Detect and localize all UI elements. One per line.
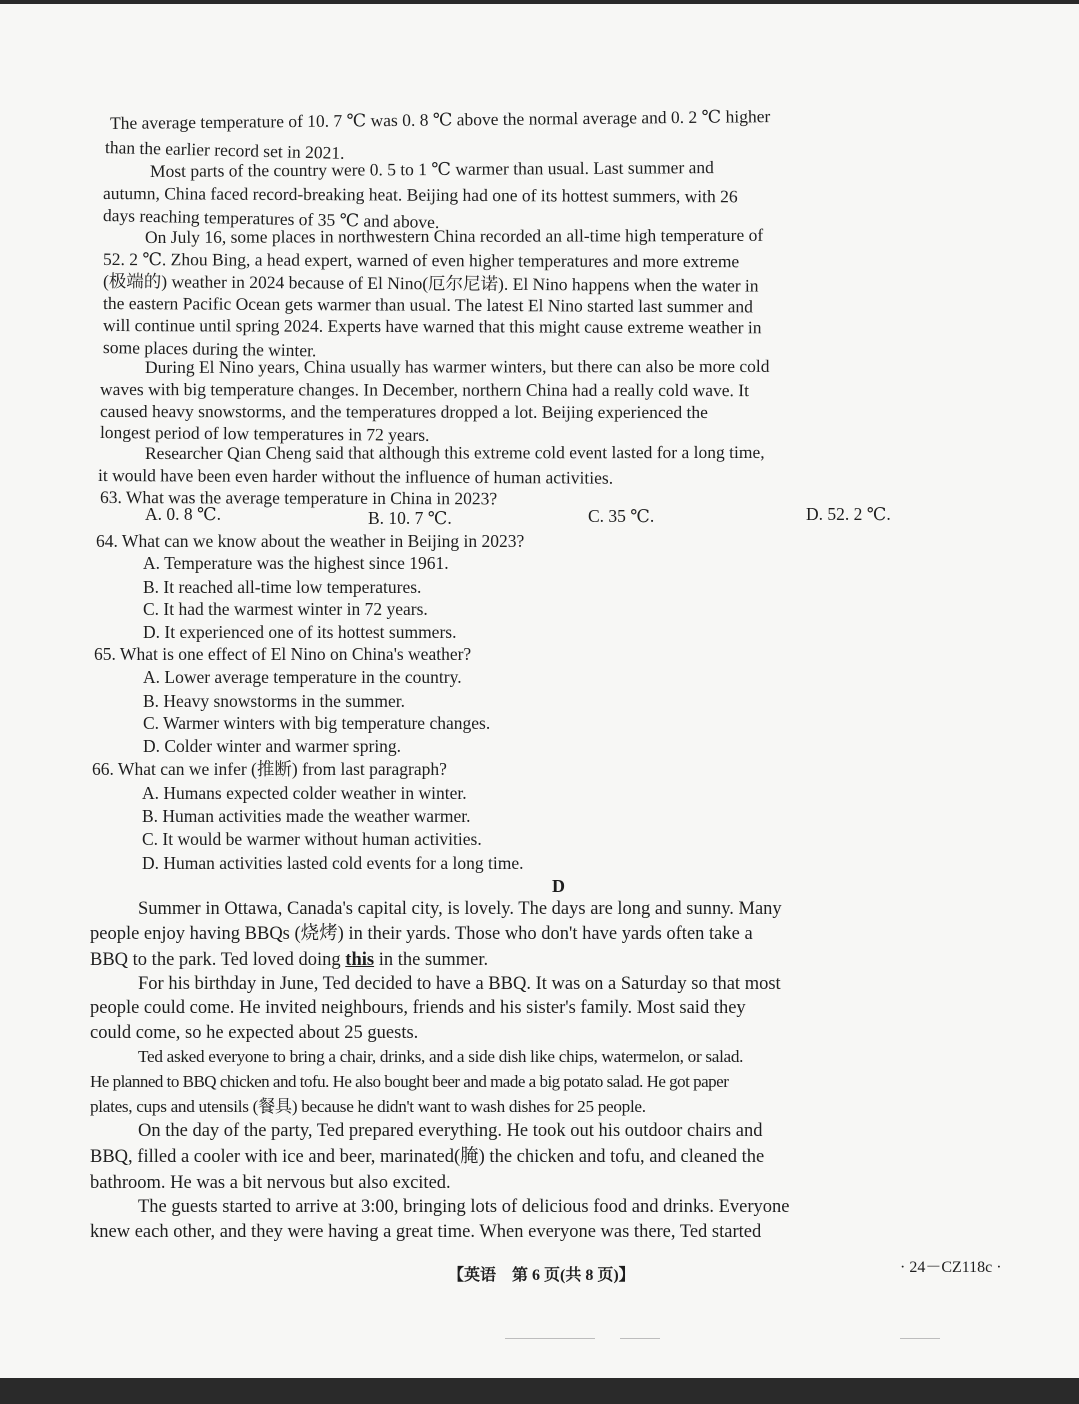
passage-line: Ted asked everyone to bring a chair, drinks, and a side dish like chips, watermelon, or salad. [138,1047,744,1066]
passage-line: On July 16, some places in northwestern China recorded an all-time high temperature of [144,224,764,247]
passage-line: The guests started to arrive at 3:00, bringing lots of delicious food and drinks. Everyone [138,1197,790,1217]
passage-line: than the earlier record set in 2021. [104,137,345,163]
passage-line: Most parts of the country were 0. 5 to 1 ℃ warmer than usual. Last summer and [149,157,714,181]
passage-line: He planned to BBQ chicken and tofu. He also bought beer and made a big potato salad. He got paper [90,1072,729,1091]
passage-line: During El Nino years, China usually has warmer winters, but there can also be more cold [144,355,770,377]
passage-line: The average temperature of 10. 7 ℃ was 0. 8 ℃ above the normal average and 0. 2 ℃ higher [109,106,771,133]
question-64-option-b: B. It reached all-time low temperatures. [143,577,422,597]
passage-line: longest period of low temperatures in 72 years. [99,422,430,445]
scan-artifact-line [900,1338,940,1339]
passage-line: BBQ to the park. Ted loved doing this in the summer. [90,950,489,970]
passage-line: Summer in Ottawa, Canada's capital city, is lovely. The days are long and sunny. Many [138,899,782,919]
passage-line: Researcher Qian Cheng said that although this extreme cold event lasted for a long time, [144,441,765,463]
question-65-option-a: A. Lower average temperature in the country. [143,667,462,687]
question-65-option-c: C. Warmer winters with big temperature changes. [143,713,491,733]
passage-line: waves with big temperature changes. In December, northern China had a really cold wave. It [99,379,750,401]
underlined-word-this: this [345,950,375,970]
passage-line: (极端的) weather in 2024 because of El Nino(厄尔尼诺). El Nino happens when the water in [102,271,759,296]
passage-line: people could come. He invited neighbours, friends and his sister's family. Most said they [90,998,746,1018]
passage-line: bathroom. He was a bit nervous but also excited. [90,1173,451,1193]
question-66-option-a: A. Humans expected colder weather in winter. [142,783,467,803]
question-63-stem: 63. What was the average temperature in China in 2023? [99,487,498,509]
bottom-edge-bar [0,1378,1079,1404]
option-c: C. 35 ℃. [588,506,655,526]
question-65-option-b: B. Heavy snowstorms in the summer. [143,691,405,711]
passage-line: people enjoy having BBQs (烧烤) in their yards. Those who don't have yards often take a [90,924,753,944]
passage-line: will continue until spring 2024. Experts have warned that this might cause extreme weather in [102,315,762,338]
question-65-option-d: D. Colder winter and warmer spring. [143,736,402,756]
question-64-stem: 64. What can we know about the weather in Beijing in 2023? [96,531,525,551]
question-65-stem: 65. What is one effect of El Nino on China's weather? [94,644,472,664]
scan-artifact-line [505,1338,595,1339]
question-66-option-d: D. Human activities lasted cold events for a long time. [142,853,524,873]
passage-line: plates, cups and utensils (餐具) because he didn't want to wash dishes for 25 people. [90,1097,646,1116]
question-64-option-d: D. It experienced one of its hottest summers. [143,622,457,642]
question-66-option-c: C. It would be warmer without human activities. [142,829,482,849]
question-64-option-a: A. Temperature was the highest since 1961. [143,553,449,573]
passage-line: the eastern Pacific Ocean gets warmer than usual. The latest El Nino started last summer and [102,293,753,317]
question-66-option-b: B. Human activities made the weather warmer. [142,806,471,826]
passage-line: caused heavy snowstorms, and the temperatures dropped a lot. Beijing experienced the [99,401,708,423]
passage-line: it would have been even harder without the influence of human activities. [97,465,614,488]
passage-line: On the day of the party, Ted prepared everything. He took out his outdoor chairs and [138,1121,763,1141]
passage-line: some places during the winter. [102,337,317,361]
exam-code: · 24－CZ118c · [900,1259,1002,1276]
option-d: D. 52. 2 ℃. [806,504,891,524]
scan-artifact-line [620,1338,660,1339]
passage-line: autumn, China faced record-breaking heat. Beijing had one of its hottest summers, with 26 [102,183,738,207]
passage-line: could come, so he expected about 25 guests. [90,1023,419,1043]
passage-line: BBQ, filled a cooler with ice and beer, marinated(腌) the chicken and tofu, and cleaned the [90,1147,765,1167]
option-a: A. 0. 8 ℃. [145,504,221,524]
passage-line: days reaching temperatures of 35 ℃ and above. [102,205,440,233]
question-64-option-c: C. It had the warmest winter in 72 years. [143,599,428,619]
question-66-stem: 66. What can we infer (推断) from last paragraph? [92,759,447,779]
passage-line: 52. 2 ℃. Zhou Bing, a head expert, warned of even higher temperatures and more extreme [102,249,740,272]
passage-line: knew each other, and they were having a great time. When everyone was there, Ted started [90,1222,762,1242]
passage-line: For his birthday in June, Ted decided to have a BBQ. It was on a Saturday so that most [138,974,781,994]
page-number-label: 【英语 第 6 页(共 8 页)】 [448,1267,635,1284]
section-d-title: D [552,876,565,896]
option-b: B. 10. 7 ℃. [368,508,452,528]
